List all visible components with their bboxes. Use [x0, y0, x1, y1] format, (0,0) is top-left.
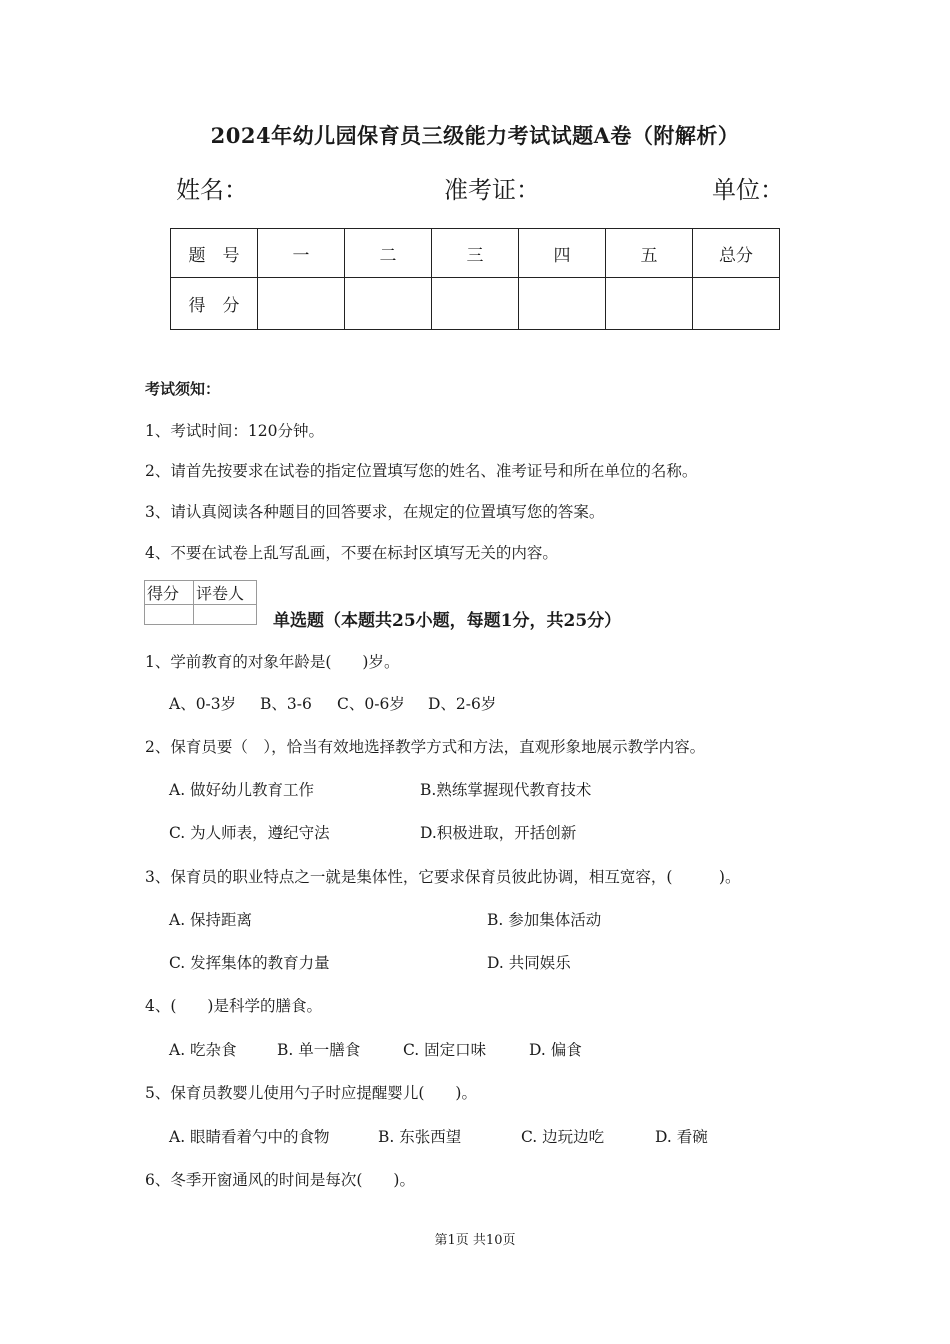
- notice-item: 4、不要在试卷上乱写乱画，不要在标封区填写无关的内容。: [145, 544, 558, 562]
- score-table-cell: 题 号: [171, 229, 258, 278]
- question-stem: 5、保育员教婴儿使用勺子时应提醒婴儿( )。: [145, 1084, 477, 1102]
- notice-item: 2、请首先按要求在试卷的指定位置填写您的姓名、准考证号和所在单位的名称。: [145, 462, 698, 480]
- question-option: B. 东张西望: [378, 1128, 462, 1146]
- score-table-cell: 五: [606, 229, 693, 278]
- question-stem: 2、保育员要（ ），恰当有效地选择教学方式和方法，直观形象地展示教学内容。: [145, 738, 706, 756]
- section-title: 单选题（本题共25小题，每题1分，共25分）: [273, 611, 622, 631]
- question-option: B.熟练掌握现代教育技术: [420, 781, 592, 799]
- score-table-cell: 总分: [693, 229, 780, 278]
- score-table-cell: 一: [258, 229, 345, 278]
- grader-reviewer-cell[interactable]: [194, 605, 257, 625]
- question-option: D、2-6岁: [428, 695, 497, 713]
- score-entry-cell[interactable]: [693, 278, 780, 330]
- score-table: [170, 228, 780, 330]
- score-table-cell: 得 分: [171, 278, 258, 330]
- grader-score-cell[interactable]: [145, 605, 194, 625]
- question-option: A、0-3岁: [169, 695, 237, 713]
- document-title: 2024年幼儿园保育员三级能力考试试题A卷（附解析）: [210, 123, 740, 148]
- question-option: D. 看碗: [655, 1128, 708, 1146]
- page-footer: 第1页 共10页: [434, 1233, 516, 1248]
- score-table-header-row: [171, 229, 780, 278]
- score-table-cell: 三: [432, 229, 519, 278]
- question-stem: 6、冬季开窗通风的时间是每次( )。: [145, 1171, 415, 1189]
- question-option: A. 眼睛看着勺中的食物: [169, 1128, 330, 1146]
- score-table-cell: 四: [519, 229, 606, 278]
- score-table-cell: 二: [345, 229, 432, 278]
- question-stem: 3、保育员的职业特点之一就是集体性，它要求保育员彼此协调，相互宽容，( )。: [145, 868, 741, 886]
- question-option: A. 保持距离: [169, 911, 253, 929]
- question-option: B、3-6: [260, 695, 312, 713]
- question-stem: 1、学前教育的对象年龄是( )岁。: [145, 653, 400, 671]
- notice-title: 考试须知：: [145, 380, 221, 398]
- question-option: A. 吃杂食: [169, 1041, 237, 1059]
- score-entry-cell[interactable]: [519, 278, 606, 330]
- grader-box: [144, 580, 257, 625]
- unit-label: 单位：: [712, 176, 784, 204]
- question-option: B. 参加集体活动: [487, 911, 602, 929]
- notice-item: 3、请认真阅读各种题目的回答要求，在规定的位置填写您的答案。: [145, 503, 605, 521]
- question-stem: 4、( )是科学的膳食。: [145, 997, 322, 1015]
- grader-score-label: 得分: [145, 581, 194, 605]
- question-option: A. 做好幼儿教育工作: [169, 781, 315, 799]
- score-table-score-row: [171, 278, 780, 330]
- question-option: C、0-6岁: [337, 695, 405, 713]
- question-option: C. 发挥集体的教育力量: [169, 954, 330, 972]
- exam-id-label: 准考证：: [444, 176, 540, 204]
- question-option: D.积极进取，开括创新: [420, 824, 577, 842]
- question-option: C. 为人师表，遵纪守法: [169, 824, 330, 842]
- notice-item: 1、考试时间：120分钟。: [145, 422, 324, 440]
- score-entry-cell[interactable]: [258, 278, 345, 330]
- question-option: D. 共同娱乐: [487, 954, 571, 972]
- score-entry-cell[interactable]: [345, 278, 432, 330]
- question-option: D. 偏食: [529, 1041, 582, 1059]
- score-entry-cell[interactable]: [432, 278, 519, 330]
- question-option: C. 边玩边吃: [521, 1128, 605, 1146]
- question-option: B. 单一膳食: [277, 1041, 361, 1059]
- question-option: C. 固定口味: [403, 1041, 487, 1059]
- grader-reviewer-label: 评卷人: [194, 581, 257, 605]
- score-entry-cell[interactable]: [606, 278, 693, 330]
- name-label: 姓名：: [176, 176, 248, 204]
